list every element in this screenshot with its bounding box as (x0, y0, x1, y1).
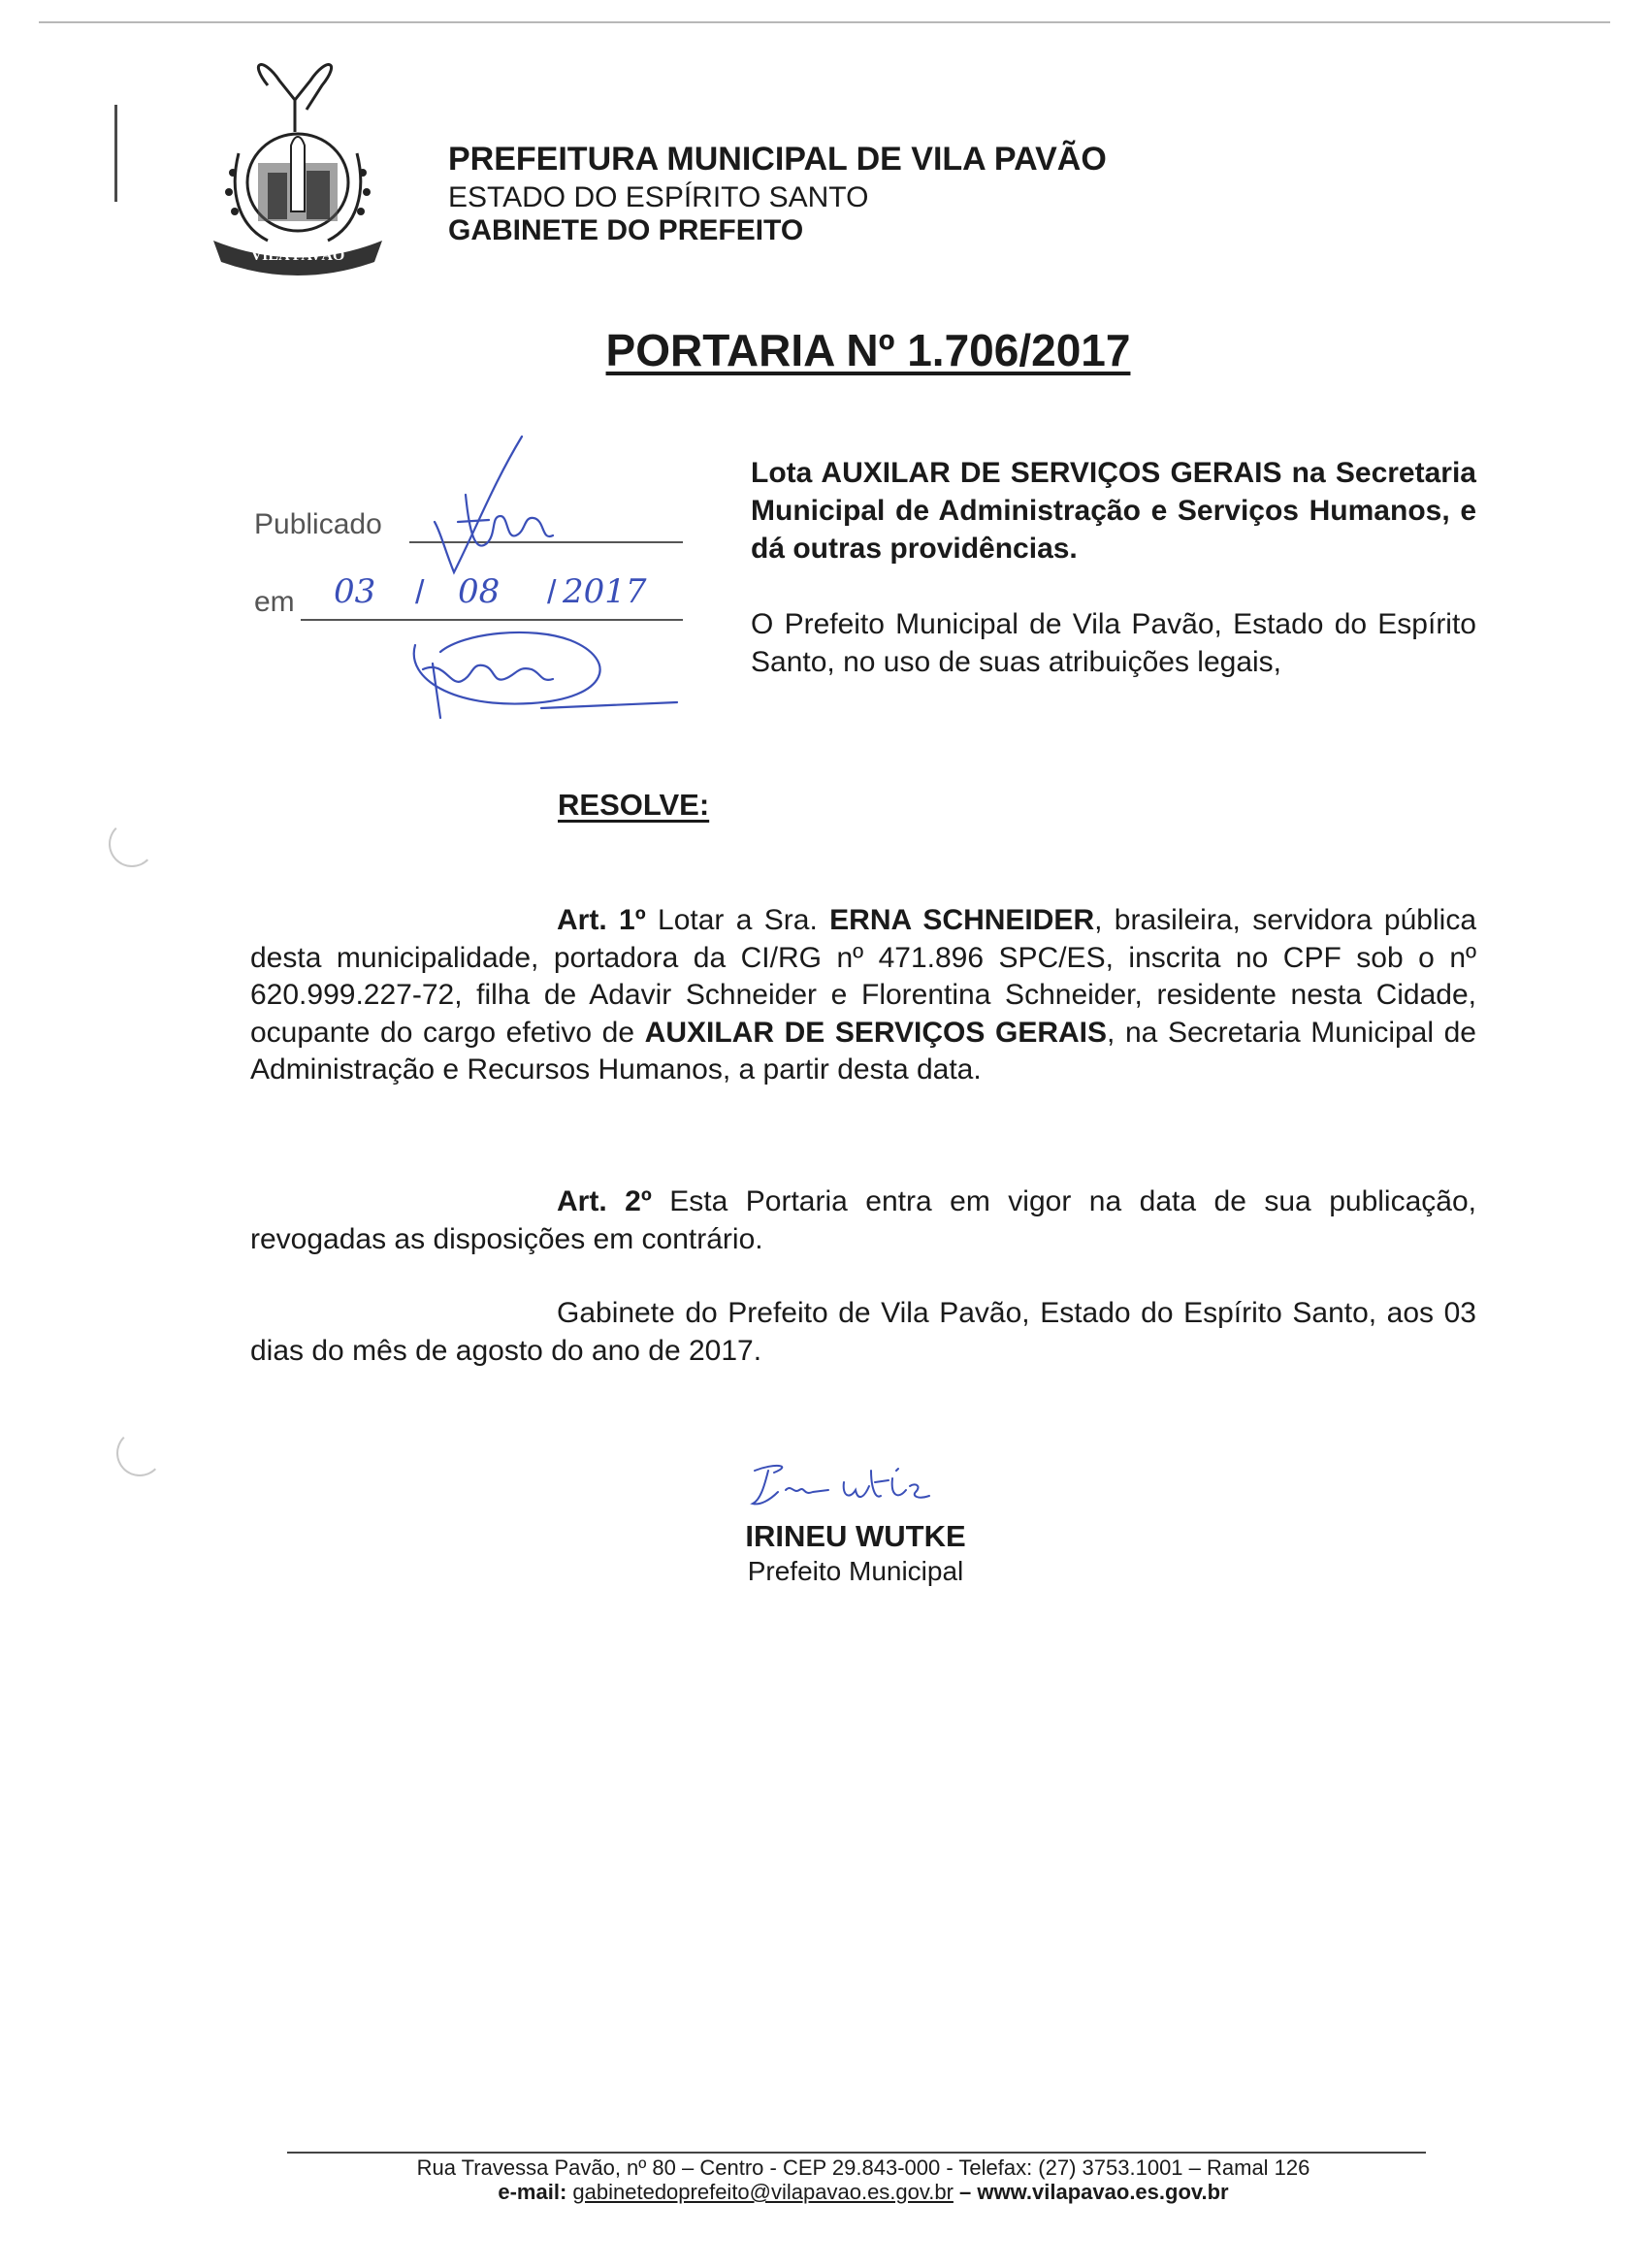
signer-name: IRINEU WUTKE (745, 1519, 966, 1553)
header-municipality: PREFEITURA MUNICIPAL DE VILA PAVÃO (448, 141, 1107, 178)
ementa: Lota AUXILAR DE SERVIÇOS GERAIS na Secretaria Municipal de Administração e Serviços Humanos, e dá outras providências. (751, 457, 1476, 565)
preamble: O Prefeito Municipal de Vila Pavão, Estado do Espírito Santo, no uso de suas atribuições legais, (751, 608, 1476, 678)
article-2 (250, 1183, 1476, 1258)
email-link[interactable]: gabinetedoprefeito@vilapavao.es.gov.br (572, 2180, 954, 2204)
publication-stamp (250, 427, 696, 747)
footer-contact (0, 2180, 1649, 2205)
punch-hole (116, 1430, 163, 1476)
article-2-text: Esta Portaria entra em vigor na data de sua publicação, revogadas as disposições em contrário. (250, 1185, 1476, 1255)
header-state: ESTADO DO ESPÍRITO SANTO (448, 181, 869, 213)
email-label: e-mail: (498, 2180, 573, 2204)
stamp-day: 03 (334, 572, 376, 611)
resolve-heading: RESOLVE: (558, 788, 710, 822)
header-office: GABINETE DO PREFEITO (448, 214, 804, 246)
footer-rule (287, 2152, 1426, 2154)
footer-address: Rua Travessa Pavão, nº 80 – Centro - CEP 29.843-000 - Telefax: (27) 3753.1001 – Ramal 126 (416, 2155, 1310, 2180)
article-1 (250, 902, 1476, 1089)
stamp-separator: / (415, 574, 425, 611)
article-1-label: Art. 1º (557, 904, 646, 936)
punch-hole (109, 821, 155, 867)
stamp-separator: / (547, 574, 557, 611)
employee-name: ERNA SCHNEIDER (829, 904, 1095, 936)
closing-text: Gabinete do Prefeito de Vila Pavão, Estado do Espírito Santo, aos 03 dias do mês de agosto do ano de 2017. (250, 1297, 1476, 1367)
municipal-crest-logo (210, 56, 386, 275)
closing-paragraph (250, 1295, 1476, 1370)
position-title: AUXILAR DE SERVIÇOS GERAIS (644, 1016, 1108, 1049)
website-link[interactable]: www.vilapavao.es.gov.br (977, 2180, 1229, 2204)
top-border-line (39, 21, 1610, 23)
article-1-text: , brasileira, servidora pública desta municipalidade, portadora da CI/RG nº 471.896 SPC/ES, inscrita no CPF sob o nº 620.999.227-72, filha de Adavir Schneider e Florentina Schneider, residente nesta Cidade, ocupante do cargo efetivo de (250, 904, 1476, 1049)
stamp-month: 08 (458, 572, 501, 611)
article-2-label: Art. 2º (557, 1185, 652, 1217)
date-label: em (254, 586, 295, 618)
margin-mark (114, 105, 117, 202)
stamp-signatures (250, 427, 696, 747)
article-1-text: Lotar a Sra. (645, 904, 830, 936)
article-1-text: , na Secretaria Municipal de Administração e Recursos Humanos, a partir desta data. (250, 1016, 1476, 1085)
mayor-signature (735, 1457, 978, 1515)
stamp-year: 2017 (563, 572, 647, 611)
document-title: PORTARIA Nº 1.706/2017 (605, 325, 1131, 375)
signer-role: Prefeito Municipal (747, 1556, 964, 1586)
crest-banner-text: VILA PAVÃO (250, 247, 345, 264)
footer-dash: – (953, 2180, 978, 2204)
published-label: Publicado (254, 508, 382, 540)
